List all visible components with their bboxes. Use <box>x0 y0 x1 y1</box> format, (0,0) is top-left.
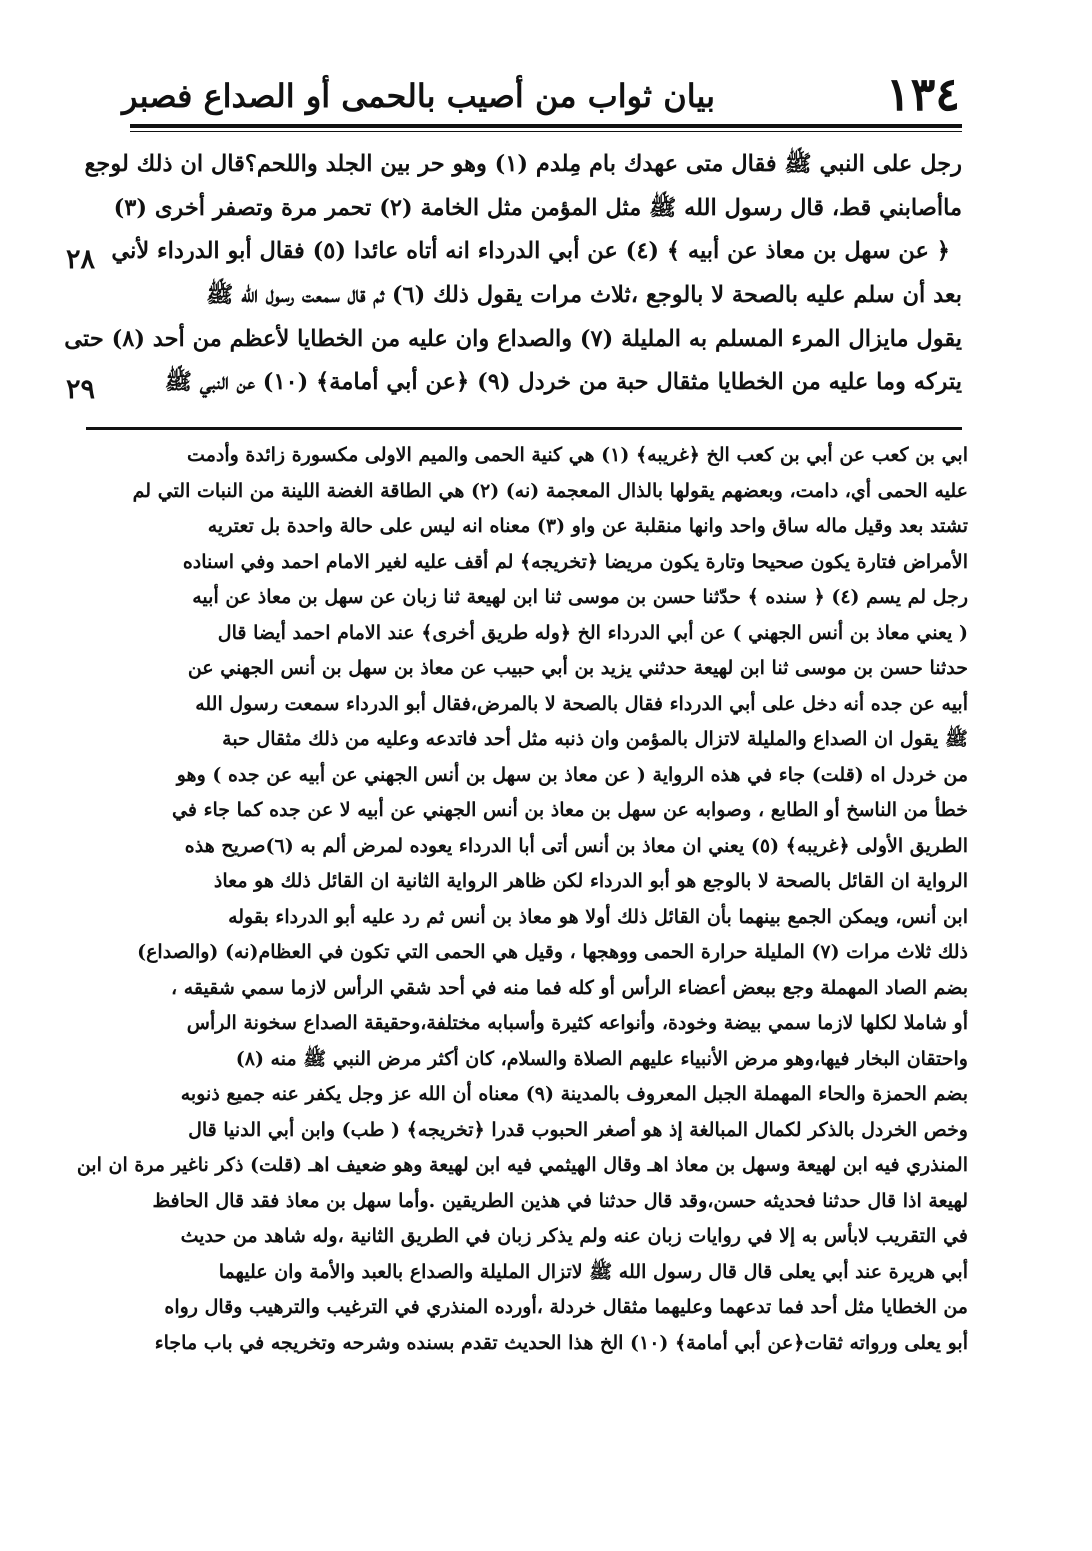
text-line: الأمراض فتارة يكون صحيحا وتارة يكون مريضا ﴿تخريجه﴾ لم أقف عليه لغير الامام احمد وفي اسناده <box>182 550 968 573</box>
text-line: ( يعني معاذ بن أنس الجهني ) عن أبي الدرداء الخ ﴿وله طريق أخرى﴾ عند الامام احمد أيضا قال <box>217 621 968 644</box>
hadith-number: ٢٨ <box>66 244 96 275</box>
text-line: أبيه عن جده أنه دخل على أبي الدرداء فقال بالصحة لا بالمرض،فقال أبو الدرداء سمعت رسول الله <box>195 692 968 715</box>
text-line: بضم الحمزة والحاء المهملة الجبل المعروف بالمدينة (٩) معناه أن الله عز وجل يكفر عنه جميع ذنوبه <box>180 1083 968 1105</box>
text-line: من الخطايا مثل أحد فما تدعهما وعليهما مثقال خردلة ،أورده المنذري في الترغيب والترهيب وقال رواه <box>164 1296 968 1318</box>
text-line: من خردل اه (قلت) جاء في هذه الرواية ( عن معاذ بن سهل بن أنس الجهني عن أبيه عن جده ) وهو <box>176 763 968 786</box>
text-line: وخص الخردل بالذكر لكمال المبالغة إذ هو أصغر الحبوب قدرا ﴿تخريجه﴾ ( طب) وابن أبي الدنيا قال <box>188 1118 968 1141</box>
text-line: بعد أن سلم عليه بالصحة لا بالوجع ،ثلاث مرات يقول ذلك (٦) ثم قال سمعت رسول الله ﷺ <box>206 282 962 309</box>
page-header <box>122 66 960 126</box>
text-line: ابي بن كعب عن أبي بن كعب الخ ﴿غريبه﴾ (١) هي كنية الحمى والميم الاولى مكسورة زائدة وأدمت <box>187 444 968 466</box>
text-line: يتركه وما عليه من الخطايا مثقال حبة من خردل (٩) ﴿عن أبي أمامة﴾ (١٠) عن النبي ﷺ <box>164 369 962 396</box>
text-line: واحتقان البخار فيها،وهو مرض الأنبياء عليهم الصلاة والسلام، كان أكثر مرض النبي ﷺ منه (٨) <box>235 1047 968 1070</box>
page-number: ١٣٤ <box>885 67 960 121</box>
text-line: الطريق الأولى ﴿غريبه﴾ (٥) يعني ان معاذ بن أنس أتى أبا الدرداء يعوده لمرض ألم به (٦)صريح هذه <box>184 834 968 857</box>
text-line: المنذري فيه ابن لهيعة وسهل بن معاذ اهـ وقال الهيثمي فيه ابن لهيعة وهو ضعيف اهـ (قلت) ذكر ناغير مرة ان ابن <box>76 1154 968 1176</box>
text-line: ذلك ثلاث مرات (٧) المليلة حرارة الحمى ووهجها ، وقيل هي الحمى التي تكون في العظام(نه) (والصداع) <box>137 941 968 963</box>
text-line: أو شاملا لكلها لازما سمي بيضة وخودة، وأنواعه كثيرة وأسبابه مختلفة،وحقيقة الصداع سخونة الرأس <box>186 1012 968 1034</box>
header-rule-thin <box>130 131 962 132</box>
text-line: خطأ من الناسخ أو الطابع ، وصوابه عن سهل بن معاذ بن أنس الجهني عن أبيه لا عن جده كما جاء في <box>172 799 968 821</box>
header-rule <box>130 124 962 128</box>
hadith-number: ٢٩ <box>66 374 96 405</box>
text-line: يقول مايزال المرء المسلم به المليلة (٧) والصداع وان عليه من الخطايا لأعظم من أحد (٨) حتى <box>64 325 962 352</box>
text-line: ماأصابني قط، قال رسول الله ﷺ مثل المؤمن مثل الخامة (٢) تحمر مرة وتصفر أخرى (٣) <box>113 194 962 221</box>
running-title: بيان ثواب من أصيب بالحمى أو الصداع فصبر <box>122 77 715 115</box>
text-line: أبي هريرة عند أبي يعلى قال قال رسول الله ﷺ لاتزال المليلة والصداع بالعبد والأمة وان عليهما <box>218 1260 968 1283</box>
text-line: الرواية ان القائل بالصحة لا بالوجع هو أبو الدرداء لكن ظاهر الرواية الثانية ان القائل ذلك هو معاذ <box>213 870 968 892</box>
commentary-text <box>76 438 968 1361</box>
text-line: في التقريب لابأس به إلا في روايات زبان عنه ولم يذكر زبان في الطريق الثانية ،وله شاهد من حديث <box>180 1225 968 1247</box>
text-line: لهيعة اذا قال حدثنا فحديثه حسن،وقد قال حدثنا في هذين الطريقين .وأما سهل بن معاذ فقد قال الحافظ <box>152 1189 968 1212</box>
text-line: ابن أنس، ويمكن الجمع بينهما بأن القائل ذلك أولا هو معاذ بن أنس ثم رد عليه أبو الدرداء بقوله <box>228 905 968 928</box>
text-line: أبو يعلى ورواته ثقات﴿عن أبي أمامة﴾ (١٠) الخ هذا الحديث تقدم بسنده وشرحه وتخريجه في باب ماجاء <box>154 1331 968 1354</box>
text-line: حدثنا حسن بن موسى ثنا ابن لهيعة حدثني يزيد بن أبي حبيب عن معاذ بن سهل بن أنس الجهني عن <box>187 657 968 679</box>
section-divider <box>86 427 962 430</box>
text-line: ﴿ عن سهل بن معاذ عن أبيه ﴾ (٤) عن أبي الدرداء انه أتاه عائدا (٥) فقال أبو الدرداء لأني <box>111 238 950 265</box>
text-line: عليه الحمى أي، دامت، وبعضهم يقولها بالذال المعجمة (نه) (٢) هي الطاقة الغضة اللينة من النبات التي لم <box>132 479 968 502</box>
text-line: ﷺ يقول ان الصداع والمليلة لاتزال بالمؤمن وان ذنبه مثل أحد فاتدعه وعليه من ذلك مثقال حبة <box>222 728 968 750</box>
text-line: بضم الصاد المهملة وجع ببعض أعضاء الرأس أو كله فما منه في أحد شقي الرأس لازما سمي شقيقه ، <box>170 976 968 999</box>
text-line: تشتد بعد وقيل ماله ساق واحد وانها منقلبة عن واو (٣) معناه انه ليس على حالة واحدة بل تعتريه <box>207 515 968 537</box>
text-line: رجل على النبي ﷺ فقال متى عهدك بام مِلدم (١) وهو حر بين الجلد واللحم؟قال ان ذلك لوجع <box>84 151 962 177</box>
text-line: رجل لم يسم (٤) ﴿ سنده ﴾ حدّثنا حسن بن موسى ثنا ابن لهيعة ثنا زبان عن سهل بن معاذ عن أبيه <box>192 586 968 608</box>
